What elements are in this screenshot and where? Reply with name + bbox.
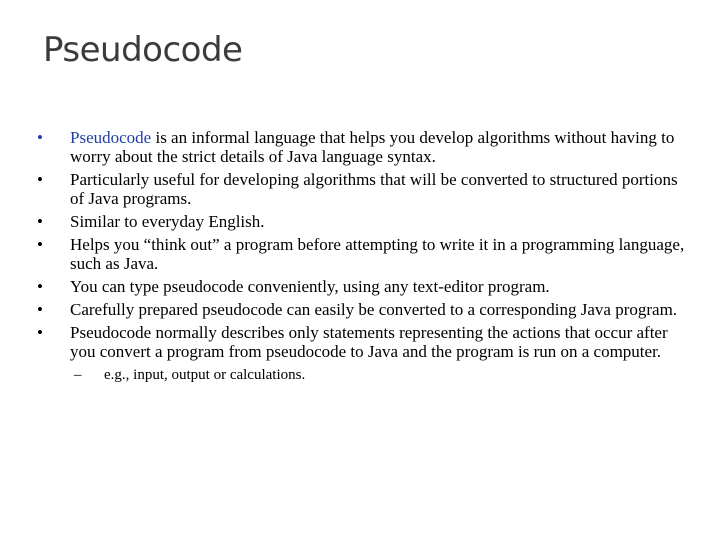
bullet-item [28, 277, 688, 296]
sub-bullet-text: e.g., input, output or calculations. [104, 367, 306, 383]
bullet-marker: • [37, 212, 43, 231]
bullet-item [28, 300, 688, 319]
bullet-marker: • [37, 128, 43, 147]
bullet-marker: • [37, 170, 43, 189]
bullet-item [28, 212, 688, 231]
bullet-text: Pseudocode normally describes only statements representing the actions that occur after you convert a program from pseudocode to Java and the program is run on a computer. [70, 323, 668, 361]
sub-bullet-item [70, 367, 688, 384]
dash-marker: – [74, 367, 82, 383]
bullet-text: Helps you “think out” a program before attempting to write it in a programming language, such as Java. [70, 235, 685, 273]
bullet-item [28, 235, 688, 273]
bullet-list [28, 128, 688, 388]
bullet-text: Similar to everyday English. [70, 212, 265, 231]
bullet-marker: • [37, 277, 43, 296]
bullet-text: Particularly useful for developing algorithms that will be converted to structured portions of Java programs. [70, 170, 678, 208]
bullet-marker: • [37, 300, 43, 319]
bullet-item [28, 170, 688, 208]
bullet-text: Carefully prepared pseudocode can easily be converted to a corresponding Java program. [70, 300, 678, 319]
bullet-marker: • [37, 235, 43, 254]
bullet-text: You can type pseudocode conveniently, using any text-editor program. [70, 277, 550, 296]
bullet-item [28, 128, 688, 166]
bullet-text: is an informal language that helps you develop algorithms without having to worry about the strict details of Java language syntax. [70, 128, 675, 166]
slide-title: Pseudocode [43, 30, 243, 70]
highlighted-term: Pseudocode [70, 128, 152, 147]
bullet-item [28, 323, 688, 384]
sub-bullet-list [70, 367, 688, 384]
bullet-marker: • [37, 323, 43, 342]
